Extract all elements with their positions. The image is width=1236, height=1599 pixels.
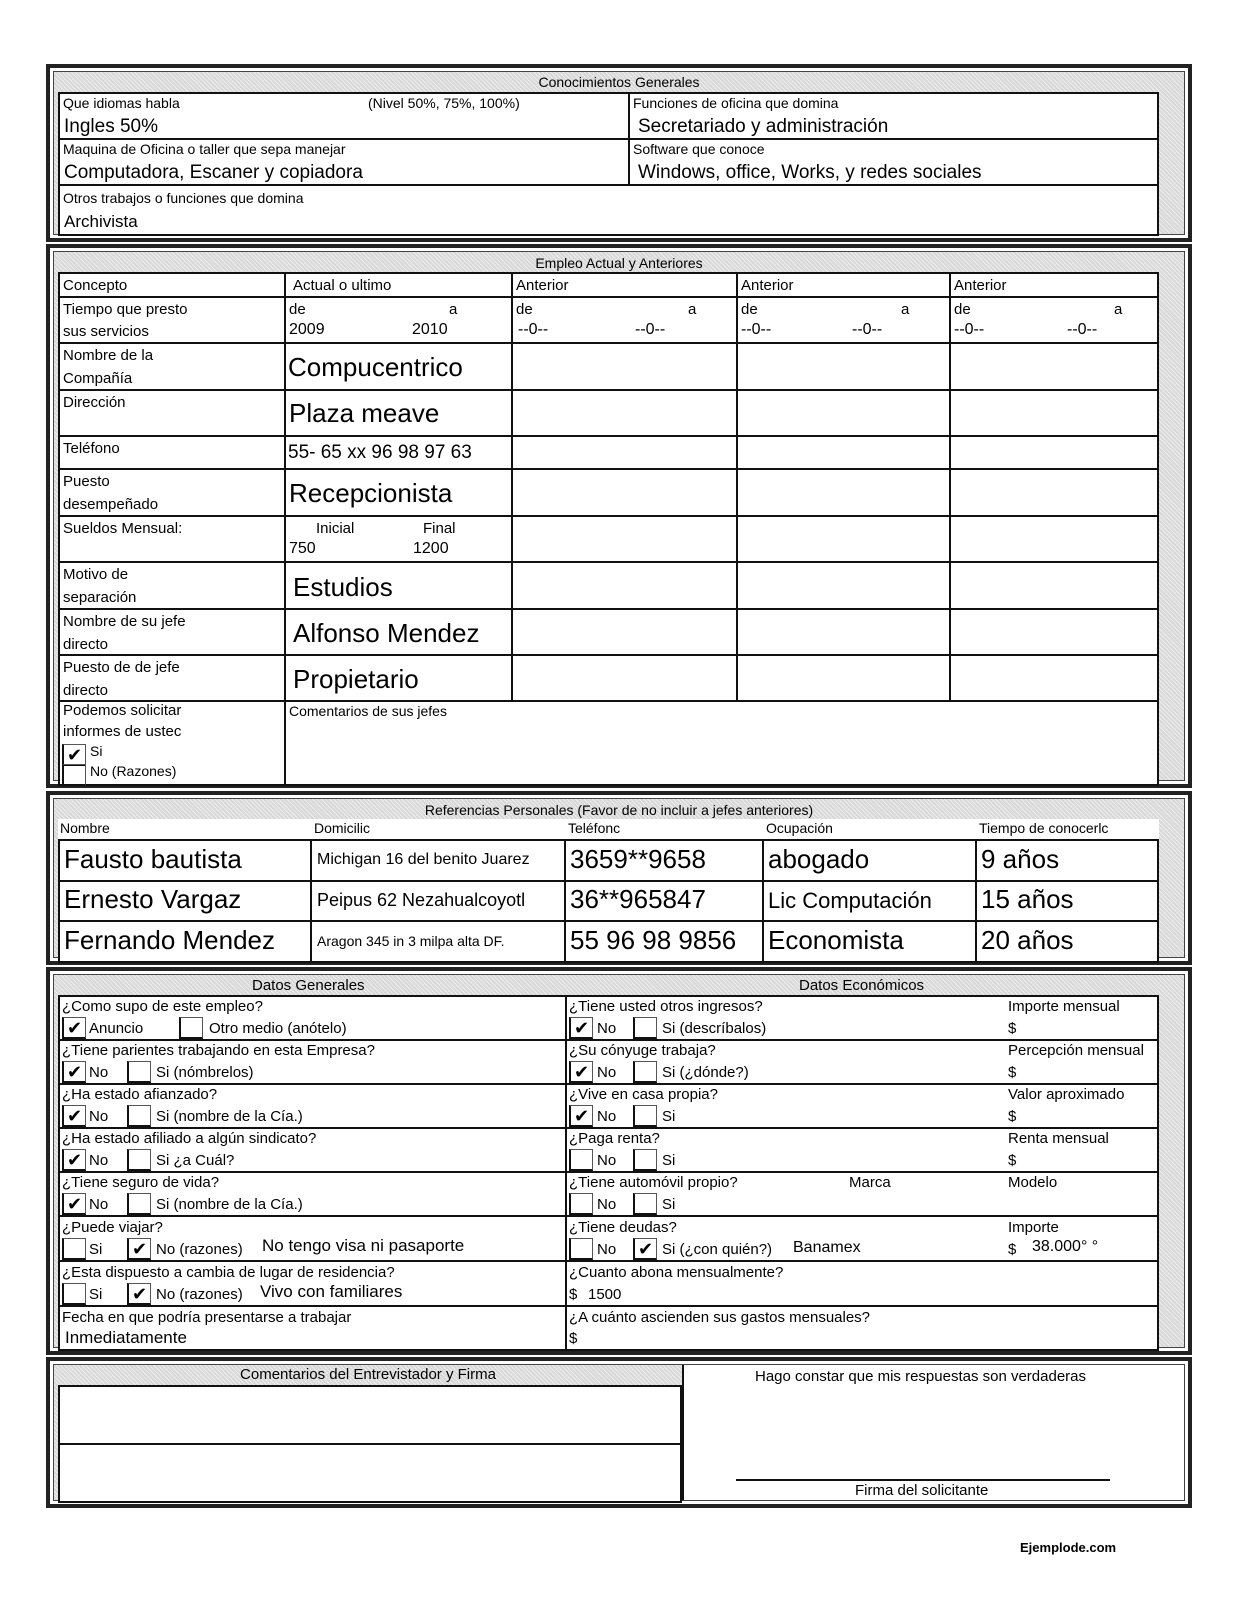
ant3-a-value: --0--	[1067, 321, 1098, 338]
e7-question: ¿Cuanto abona mensualmente?	[569, 1264, 784, 1281]
g2-no-checkbox[interactable]: ✔	[62, 1061, 86, 1083]
tiempo-label-2: sus servicios	[63, 323, 149, 340]
ref-nombre: Fernando Mendez	[64, 925, 276, 955]
g7-no-checkbox[interactable]: ✔	[127, 1283, 151, 1305]
ref-ocupacion: Economista	[768, 925, 904, 955]
g6-si-label: Si	[89, 1241, 103, 1258]
g2-si-checkbox[interactable]	[127, 1061, 151, 1083]
jefe-label-2: directo	[63, 636, 109, 653]
g7-si-label: Si	[89, 1286, 103, 1303]
jefe-label: Nombre de su jefe	[63, 613, 186, 630]
g1-otro-label: Otro medio (anótelo)	[209, 1020, 347, 1037]
puesto-jefe-label: Puesto de de jefe	[63, 659, 180, 676]
e4-renta-label: Renta mensual	[1008, 1130, 1109, 1147]
ref-header-ocupacion: Ocupación	[766, 820, 833, 836]
e3-no-label: No	[597, 1108, 617, 1125]
g3-no-label: No	[89, 1108, 109, 1125]
g1-question: ¿Como supo de este empleo?	[62, 998, 263, 1015]
informes-no-label: No (Razones)	[90, 763, 177, 779]
jefe-value: Alfonso Mendez	[293, 618, 480, 648]
e6-importe-label: Importe	[1008, 1219, 1059, 1236]
e2-no-checkbox[interactable]: ✔	[569, 1061, 593, 1083]
e6-no-checkbox[interactable]	[569, 1238, 593, 1260]
table-row	[60, 882, 1157, 920]
firma-line	[736, 1479, 1110, 1481]
empleo-title: Empleo Actual y Anteriores	[535, 255, 703, 271]
otros-value: Archivista	[64, 212, 138, 231]
ref-nombre: Ernesto Vargaz	[64, 884, 242, 914]
e1-no-label: No	[597, 1020, 617, 1037]
conocimientos-section	[46, 64, 1192, 242]
e1-question: ¿Tiene usted otros ingresos?	[569, 998, 763, 1015]
g5-si-label: Si (nombre de la Cía.)	[156, 1196, 303, 1213]
g2-no-label: No	[89, 1064, 109, 1081]
e2-no-label: No	[597, 1064, 617, 1081]
ant3-a-label: a	[1114, 301, 1123, 318]
g5-si-checkbox[interactable]	[127, 1193, 151, 1215]
informes-si-label: Si	[90, 743, 103, 759]
final-label: Final	[423, 520, 456, 537]
comentarios-header	[54, 1365, 682, 1385]
software-label: Software que conoce	[633, 141, 765, 157]
ant2-a-value: --0--	[852, 321, 883, 338]
ref-domicilio: Michigan 16 del benito Juarez	[317, 851, 530, 868]
software-value: Windows, office, Works, y redes sociales	[638, 162, 982, 183]
referencias-table	[58, 839, 1159, 963]
telefono-label: Teléfono	[63, 440, 120, 457]
g1-anuncio-checkbox[interactable]: ✔	[62, 1017, 86, 1039]
ref-ocupacion: abogado	[768, 844, 870, 874]
e3-si-checkbox[interactable]	[633, 1105, 657, 1127]
direccion-value: Plaza meave	[289, 398, 440, 428]
inicial-label: Inicial	[316, 520, 355, 537]
firma-label: Firma del solicitante	[855, 1482, 989, 1499]
g8-question: Fecha en que podría presentarse a trabajar	[62, 1309, 352, 1326]
col-header-anterior-3: Anterior	[954, 277, 1007, 294]
nivel-label: (Nivel 50%, 75%, 100%)	[368, 95, 520, 111]
ref-nombre: Fausto bautista	[64, 844, 242, 874]
e4-dollar: $	[1008, 1152, 1017, 1169]
ant2-de-value: --0--	[741, 321, 772, 338]
ref-tiempo: 20 años	[981, 925, 1074, 955]
g2-si-label: Si (nómbrelos)	[156, 1064, 254, 1081]
ant2-de-label: de	[741, 301, 758, 318]
g7-razones-value: Vivo con familiares	[260, 1282, 403, 1301]
e1-no-checkbox[interactable]: ✔	[569, 1017, 593, 1039]
ant2-a-label: a	[901, 301, 910, 318]
g2-question: ¿Tiene parientes trabajando en esta Empresa?	[62, 1042, 375, 1059]
g5-no-checkbox[interactable]: ✔	[62, 1193, 86, 1215]
e5-modelo-label: Modelo	[1008, 1174, 1058, 1191]
actual-de-label: de	[289, 301, 306, 318]
e4-si-checkbox[interactable]	[633, 1149, 657, 1171]
actual-a-value: 2010	[412, 321, 448, 338]
otros-label: Otros trabajos o funciones que domina	[63, 190, 304, 206]
inicial-value: 750	[289, 540, 316, 557]
e6-si-label: Si (¿con quién?)	[662, 1241, 773, 1258]
datos-section	[46, 967, 1192, 1355]
ant3-de-value: --0--	[954, 321, 985, 338]
maquina-label: Maquina de Oficina o taller que sepa manejar	[63, 141, 346, 157]
g3-question: ¿Ha estado afianzado?	[62, 1086, 218, 1103]
puesto-label: Puesto	[63, 473, 110, 490]
idiomas-label: Que idiomas habla	[63, 95, 180, 111]
ref-header-telefono: Teléfonc	[568, 820, 621, 836]
referencias-title: Referencias Personales (Favor de no incluir a jefes anteriores)	[424, 802, 814, 818]
g4-no-label: No	[89, 1152, 109, 1169]
g6-razones-value: No tengo visa ni pasaporte	[262, 1236, 465, 1255]
final-value: 1200	[413, 540, 449, 557]
footer-site: Ejemplode.com	[1020, 1540, 1117, 1555]
informes-si-checkbox[interactable]: ✔	[62, 744, 86, 766]
motivo-value: Estudios	[293, 572, 393, 602]
ref-telefono: 36**965847	[570, 884, 706, 914]
compania-value: Compucentrico	[288, 352, 463, 382]
g1-anuncio-label: Anuncio	[89, 1020, 144, 1037]
maquina-value: Computadora, Escaner y copiadora	[64, 162, 363, 183]
e3-dollar: $	[1008, 1108, 1017, 1125]
e1-si-label: Si (descríbalos)	[662, 1020, 767, 1037]
ref-domicilio: Peipus 62 Nezahualcoyotl	[317, 890, 526, 910]
e5-si-label: Si	[662, 1196, 676, 1213]
puesto-value: Recepcionista	[289, 478, 453, 508]
comentarios-jefes-label: Comentarios de sus jefes	[289, 703, 447, 719]
g8-value: Inmediatamente	[65, 1328, 187, 1347]
g7-si-checkbox[interactable]	[62, 1283, 86, 1305]
funciones-field[interactable]	[628, 92, 1159, 140]
datos-generales-title: Datos Generales	[252, 977, 365, 994]
actual-de-value: 2009	[289, 321, 325, 338]
puesto-jefe-value: Propietario	[293, 664, 419, 694]
e6-con-quien-value: Banamex	[793, 1239, 861, 1256]
g6-no-checkbox[interactable]: ✔	[127, 1238, 151, 1260]
datos-table	[58, 995, 1159, 1351]
e8-dollar: $	[569, 1330, 578, 1347]
g5-no-label: No	[89, 1196, 109, 1213]
e4-si-label: Si	[662, 1152, 676, 1169]
col-header-anterior-2: Anterior	[741, 277, 794, 294]
g7-question: ¿Esta dispuesto a cambia de lugar de residencia?	[62, 1264, 395, 1281]
e5-no-checkbox[interactable]	[569, 1193, 593, 1215]
e2-si-label: Si (¿dónde?)	[662, 1064, 749, 1081]
col-header-concepto: Concepto	[63, 277, 128, 294]
direccion-label: Dirección	[63, 394, 126, 411]
e7-dollar: $	[569, 1286, 578, 1303]
firma-section	[46, 1357, 1192, 1508]
e5-question: ¿Tiene automóvil propio?	[569, 1174, 738, 1191]
e2-question: ¿Su cónyuge trabaja?	[569, 1042, 716, 1059]
funciones-value: Secretariado y administración	[638, 116, 889, 137]
e5-si-checkbox[interactable]	[633, 1193, 657, 1215]
g3-si-checkbox[interactable]	[127, 1105, 151, 1127]
otros-field[interactable]	[58, 184, 1159, 236]
e8-question: ¿A cuánto ascienden sus gastos mensuales?	[569, 1309, 871, 1326]
e2-si-checkbox[interactable]	[633, 1061, 657, 1083]
g4-question: ¿Ha estado afiliado a algún sindicato?	[62, 1130, 317, 1147]
conocimientos-title: Conocimientos Generales	[538, 74, 700, 90]
informes-label-2: informes de ustec	[63, 723, 182, 740]
comentarios-jefes-field[interactable]	[286, 720, 1157, 784]
datos-economicos-title: Datos Económicos	[799, 977, 925, 994]
software-field[interactable]	[628, 138, 1159, 186]
ref-domicilio: Aragon 345 in 3 milpa alta DF.	[317, 933, 505, 949]
e6-importe-value: 38.000° °	[1032, 1238, 1099, 1255]
g1-otro-checkbox[interactable]	[179, 1017, 203, 1039]
e5-no-label: No	[597, 1196, 617, 1213]
g3-no-checkbox[interactable]: ✔	[62, 1105, 86, 1127]
e6-question: ¿Tiene deudas?	[569, 1219, 677, 1236]
g4-si-checkbox[interactable]	[127, 1149, 151, 1171]
ant1-de-label: de	[516, 301, 533, 318]
e2-percepcion-label: Percepción mensual	[1008, 1042, 1144, 1059]
e4-no-label: No	[597, 1152, 617, 1169]
g6-no-label: No (razones)	[156, 1241, 243, 1258]
referencias-section	[46, 791, 1192, 965]
col-header-actual: Actual o ultimo	[293, 277, 392, 294]
e4-no-checkbox[interactable]	[569, 1149, 593, 1171]
empleo-section	[46, 244, 1192, 788]
e3-si-label: Si	[662, 1108, 676, 1125]
e3-no-checkbox[interactable]: ✔	[569, 1105, 593, 1127]
ref-telefono: 3659**9658	[570, 844, 706, 874]
tiempo-label: Tiempo que presto	[63, 301, 188, 318]
sueldo-label: Sueldos Mensual:	[63, 520, 183, 537]
idiomas-value: Ingles 50%	[64, 116, 159, 137]
g6-si-checkbox[interactable]	[62, 1238, 86, 1260]
motivo-label-2: separación	[63, 589, 137, 606]
compania-label: Nombre de la	[63, 347, 154, 364]
e4-question: ¿Paga renta?	[569, 1130, 660, 1147]
telefono-value: 55- 65 xx 96 98 97 63	[288, 442, 472, 463]
ref-ocupacion: Lic Computación	[768, 888, 932, 913]
g3-si-label: Si (nombre de la Cía.)	[156, 1108, 303, 1125]
g7-no-label: No (razones)	[156, 1286, 243, 1303]
comentarios-title: Comentarios del Entrevistador y Firma	[240, 1366, 496, 1383]
empleo-table	[58, 272, 1159, 786]
e2-dollar: $	[1008, 1064, 1017, 1081]
ref-tiempo: 9 años	[981, 844, 1060, 874]
table-row	[60, 922, 1157, 961]
e3-question: ¿Vive en casa propia?	[569, 1086, 718, 1103]
ant1-a-value: --0--	[635, 321, 666, 338]
compania-label-2: Compañía	[63, 370, 133, 387]
maquina-field[interactable]	[58, 138, 630, 186]
e5-marca-label: Marca	[849, 1174, 891, 1191]
constar-text: Hago constar que mis respuestas son verdaderas	[755, 1368, 1087, 1385]
e1-si-checkbox[interactable]	[633, 1017, 657, 1039]
funciones-label: Funciones de oficina que domina	[633, 95, 839, 111]
e1-dollar: $	[1008, 1020, 1017, 1037]
e7-value: 1500	[588, 1286, 622, 1303]
e1-importe-label: Importe mensual	[1008, 998, 1120, 1015]
informes-label: Podemos solicitar	[63, 702, 182, 719]
ant3-de-label: de	[954, 301, 971, 318]
g5-question: ¿Tiene seguro de vida?	[62, 1174, 220, 1191]
referencias-header-row	[58, 819, 1159, 839]
firma-field[interactable]	[736, 1405, 1110, 1477]
e6-dollar: $	[1008, 1241, 1017, 1258]
ref-header-domicilio: Domicilic	[314, 820, 370, 836]
ant1-a-label: a	[688, 301, 697, 318]
ant1-de-value: --0--	[518, 321, 549, 338]
puesto-jefe-label-2: directo	[63, 682, 109, 699]
ref-telefono: 55 96 98 9856	[570, 925, 737, 955]
g4-si-label: Si ¿a Cuál?	[156, 1152, 235, 1169]
e6-si-checkbox[interactable]: ✔	[633, 1238, 657, 1260]
table-row	[60, 841, 1157, 880]
ref-header-tiempo: Tiempo de conocerlc	[979, 820, 1109, 836]
e6-no-label: No	[597, 1241, 617, 1258]
idiomas-field[interactable]	[58, 92, 630, 140]
puesto-label-2: desempeñado	[63, 496, 159, 513]
ref-tiempo: 15 años	[981, 884, 1074, 914]
e3-valor-label: Valor aproximado	[1008, 1086, 1125, 1103]
actual-a-label: a	[449, 301, 458, 318]
comentarios-entrevistador-field[interactable]	[58, 1385, 682, 1503]
col-header-anterior-1: Anterior	[516, 277, 569, 294]
ref-header-nombre: Nombre	[60, 820, 110, 836]
motivo-label: Motivo de	[63, 566, 129, 583]
informes-no-checkbox[interactable]	[62, 764, 86, 786]
g4-no-checkbox[interactable]: ✔	[62, 1149, 86, 1171]
g6-question: ¿Puede viajar?	[62, 1219, 163, 1236]
